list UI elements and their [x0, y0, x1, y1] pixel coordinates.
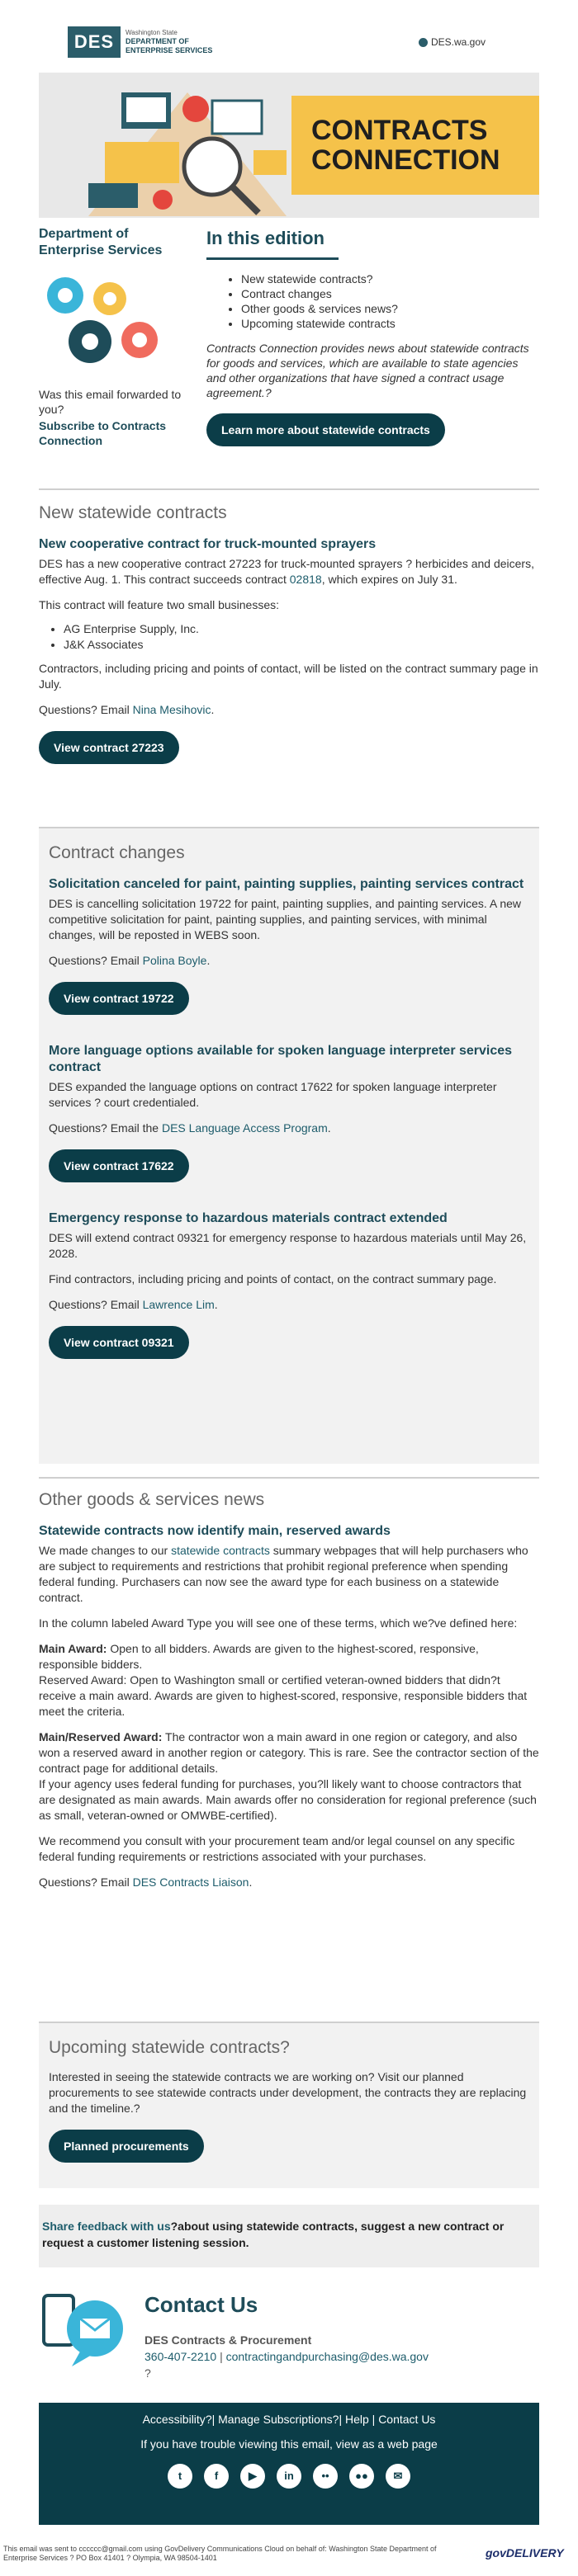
- contact-org: DES Contracts & Procurement: [144, 2333, 312, 2347]
- questions-line: Questions? Email Nina Mesihovic.: [39, 703, 215, 716]
- email-contact-link[interactable]: DES Contracts Liaison: [132, 1875, 249, 1889]
- contact-section: [39, 2282, 539, 2386]
- web-page-link[interactable]: web page: [387, 2437, 438, 2451]
- divider: [39, 1477, 539, 1479]
- hero-title: CONTRACTS CONNECTION: [311, 115, 500, 176]
- contract-02818-link[interactable]: 02818: [289, 573, 322, 586]
- edition-title: In this edition: [206, 228, 325, 248]
- footer: [39, 2403, 539, 2525]
- phone-link[interactable]: 360-407-2210: [144, 2350, 217, 2363]
- intro-text: Contracts Connection provides news about statewide contracts for goods and services, which are available to state agencies and other organizations that have signed a contract usage agreement.?: [206, 342, 529, 399]
- article-text: DES has a new cooperative contract 27223 for truck-mounted sprayers ? herbicides and deicers, effective Aug. 1. This contract succeeds contract 02818, which expires on July 31.: [39, 557, 534, 586]
- globe-icon: [419, 38, 428, 47]
- list-item: • Other goods & services news?: [241, 301, 539, 316]
- subscribe-link[interactable]: Subscribe to Contracts Connection: [39, 419, 167, 447]
- statewide-contracts-link[interactable]: statewide contracts: [171, 1544, 270, 1557]
- govdelivery-logo[interactable]: govDELIVERY: [486, 2546, 564, 2559]
- email-icon[interactable]: ✉: [386, 2464, 410, 2489]
- chat-icon: [39, 2291, 130, 2370]
- hero-illustration: [72, 76, 303, 216]
- gears-icon: [39, 266, 171, 373]
- contact-heading: Contact Us: [144, 2292, 258, 2317]
- questions-line: Questions? Email Polina Boyle.: [49, 954, 211, 967]
- list-item: • New statewide contracts?: [241, 271, 539, 286]
- list-item: • Upcoming statewide contracts: [241, 316, 539, 331]
- medium-icon[interactable]: ●●: [349, 2464, 374, 2489]
- contact-us-link[interactable]: Contact Us: [378, 2413, 436, 2426]
- edition-section: [206, 226, 539, 446]
- footer-links: Accessibility?| Manage Subscriptions?| Help | Contact Us: [142, 2413, 436, 2426]
- trouble-viewing: If you have trouble viewing this email, view as a web page: [140, 2437, 438, 2451]
- planned-procurements-button[interactable]: Planned procurements: [49, 2130, 204, 2163]
- email-link[interactable]: contractingandpurchasing@des.wa.gov: [225, 2350, 429, 2363]
- forwarded-question: Was this email forwarded to you?: [39, 388, 182, 416]
- view-contract-button[interactable]: View contract 17622: [49, 1149, 189, 1182]
- article-text: We recommend you consult with your procurement team and/or legal counsel on any specific federal funding requirements or restrictions associated with your purchases.: [39, 1834, 515, 1863]
- email-contact-link[interactable]: DES Language Access Program: [161, 1121, 328, 1135]
- des-logo[interactable]: DES: [68, 26, 121, 58]
- other-news-section: [39, 1490, 539, 1890]
- article-text: DES will extend contract 09321 for emergency response to hazardous materials until May 26, 2028.: [49, 1231, 527, 1260]
- edition-list: [206, 271, 539, 331]
- article-text: Interested in seeing the statewide contracts we are working on? Visit our planned procurements to see statewide contracts under development, the contracts they are replacing and the timeline.?: [49, 2070, 527, 2115]
- list-item: • AG Enterprise Supply, Inc.: [64, 621, 539, 637]
- twitter-icon[interactable]: t: [168, 2464, 192, 2489]
- contact-details: DES Contracts & Procurement 360-407-2210 | contractingandpurchasing@des.wa.gov ?: [144, 2333, 429, 2380]
- questions-line: Questions? Email Lawrence Lim.: [49, 1298, 218, 1311]
- article-title: Emergency response to hazardous materials contract extended: [49, 1211, 448, 1225]
- section-heading: Other goods & services news: [39, 1490, 265, 1509]
- main-award-definition: Main Award: Open to all bidders. Awards are given to the highest-scored, responsive, responsible bidders.: [39, 1642, 479, 1671]
- article-text: In the column labeled Award Type you will see one of these terms, which we?ve defined here:: [39, 1616, 518, 1630]
- view-contract-button[interactable]: View contract 09321: [49, 1326, 189, 1359]
- article-text: Find contractors, including pricing and points of contact, on the contract summary page.: [49, 1272, 497, 1286]
- help-link[interactable]: Help: [344, 2413, 369, 2426]
- list-item: • Contract changes: [241, 286, 539, 301]
- sidebar: [39, 226, 187, 448]
- section-heading: Upcoming statewide contracts?: [49, 2038, 290, 2057]
- section-heading: New statewide contracts: [39, 503, 227, 522]
- feedback-box: Share feedback with us?about using statewide contracts, suggest a new contract or request a customer listening session.: [39, 2205, 539, 2267]
- main-reserved-definition: Main/Reserved Award: The contractor won a main award in one region or category, and also won a reserved award in another region or category. This is rare. See the contractor section of the contract page for additional details.: [39, 1730, 539, 1775]
- divider: [206, 257, 339, 260]
- article-title: Statewide contracts now identify main, reserved awards: [39, 1524, 391, 1538]
- article-text: Contractors, including pricing and points of contact, will be listed on the contract summary page in July.: [39, 662, 538, 691]
- divider: [39, 488, 539, 490]
- article-text: DES expanded the language options on contract 17622 for spoken language interpreter services ? court credentialed.: [49, 1080, 497, 1109]
- email-contact-link[interactable]: Nina Mesihovic: [132, 703, 211, 716]
- article-text: We made changes to our statewide contracts summary webpages that will help purchasers who are subject to requirements and restrictions that prohibit regional preference when spending federal funding. Purchasers can now see the award type for each business on a statewide contract.: [39, 1544, 528, 1604]
- sent-to-notice: This email was sent to cccccc@gmail.com using GovDelivery Communications Cloud on behalf of: Washington State Department of Enterprise Services ? PO Box 41401 ? Olympia, WA 98504-1401: [3, 2545, 437, 2562]
- questions-line: Questions? Email the DES Language Access Program.: [49, 1121, 331, 1135]
- contract-changes-section: [49, 843, 529, 1359]
- flickr-icon[interactable]: ••: [313, 2464, 338, 2489]
- list-item: • J&K Associates: [64, 637, 539, 653]
- social-icons: [39, 2464, 539, 2489]
- view-contract-button[interactable]: View contract 19722: [49, 982, 189, 1015]
- agency-name: Washington State DEPARTMENT OF ENTERPRISE SERVICES: [126, 29, 213, 54]
- share-feedback-link[interactable]: Share feedback with us: [42, 2220, 171, 2233]
- article-text: DES is cancelling solicitation 19722 for paint, painting supplies, and painting services. A new competitive solicitation for paint, painting supplies, and painting services, with minimal changes, will be reposted in WEBS soon.: [49, 897, 522, 941]
- article-title: New cooperative contract for truck-mounted sprayers: [39, 537, 377, 551]
- facebook-icon[interactable]: f: [204, 2464, 229, 2489]
- view-contract-button[interactable]: View contract 27223: [39, 731, 179, 764]
- linkedin-icon[interactable]: in: [277, 2464, 301, 2489]
- manage-subscriptions-link[interactable]: Manage Subscriptions: [218, 2413, 333, 2426]
- article-title: Solicitation canceled for paint, painting supplies, painting services contract: [49, 877, 524, 891]
- reserved-award-definition: Reserved Award: Open to Washington small or certified veteran-owned bidders that didn?t receive a main award. Awards are given to highest-scored, responsive, responsible bidders that meet the criteria.: [39, 1673, 528, 1718]
- email-contact-link[interactable]: Lawrence Lim: [142, 1298, 215, 1311]
- article-text: If your agency uses federal funding for purchases, you?ll likely want to choose contractors that are designated as main awards. Main awards offer no consideration for regional preference (such as small, veteran-owned or OMWBE-certified).: [39, 1777, 537, 1822]
- section-heading: Contract changes: [49, 843, 185, 862]
- hero-banner: [39, 73, 539, 218]
- learn-more-button[interactable]: Learn more about statewide contracts: [206, 413, 445, 446]
- article-text: This contract will feature two small businesses:: [39, 598, 279, 611]
- email-contact-link[interactable]: Polina Boyle: [142, 954, 207, 967]
- business-list: [39, 621, 539, 653]
- article-title: More language options available for spoken language interpreter services contract: [49, 1044, 513, 1074]
- bottom-bar: [0, 2536, 578, 2576]
- accessibility-link[interactable]: Accessibility: [142, 2413, 206, 2426]
- dept-name: Department of Enterprise Services: [39, 227, 163, 257]
- upcoming-section: [49, 2038, 529, 2163]
- new-contracts-section: [39, 503, 539, 764]
- questions-line: Questions? Email DES Contracts Liaison.: [39, 1875, 253, 1889]
- site-link[interactable]: DES.wa.gov: [419, 36, 486, 48]
- youtube-icon[interactable]: ▶: [240, 2464, 265, 2489]
